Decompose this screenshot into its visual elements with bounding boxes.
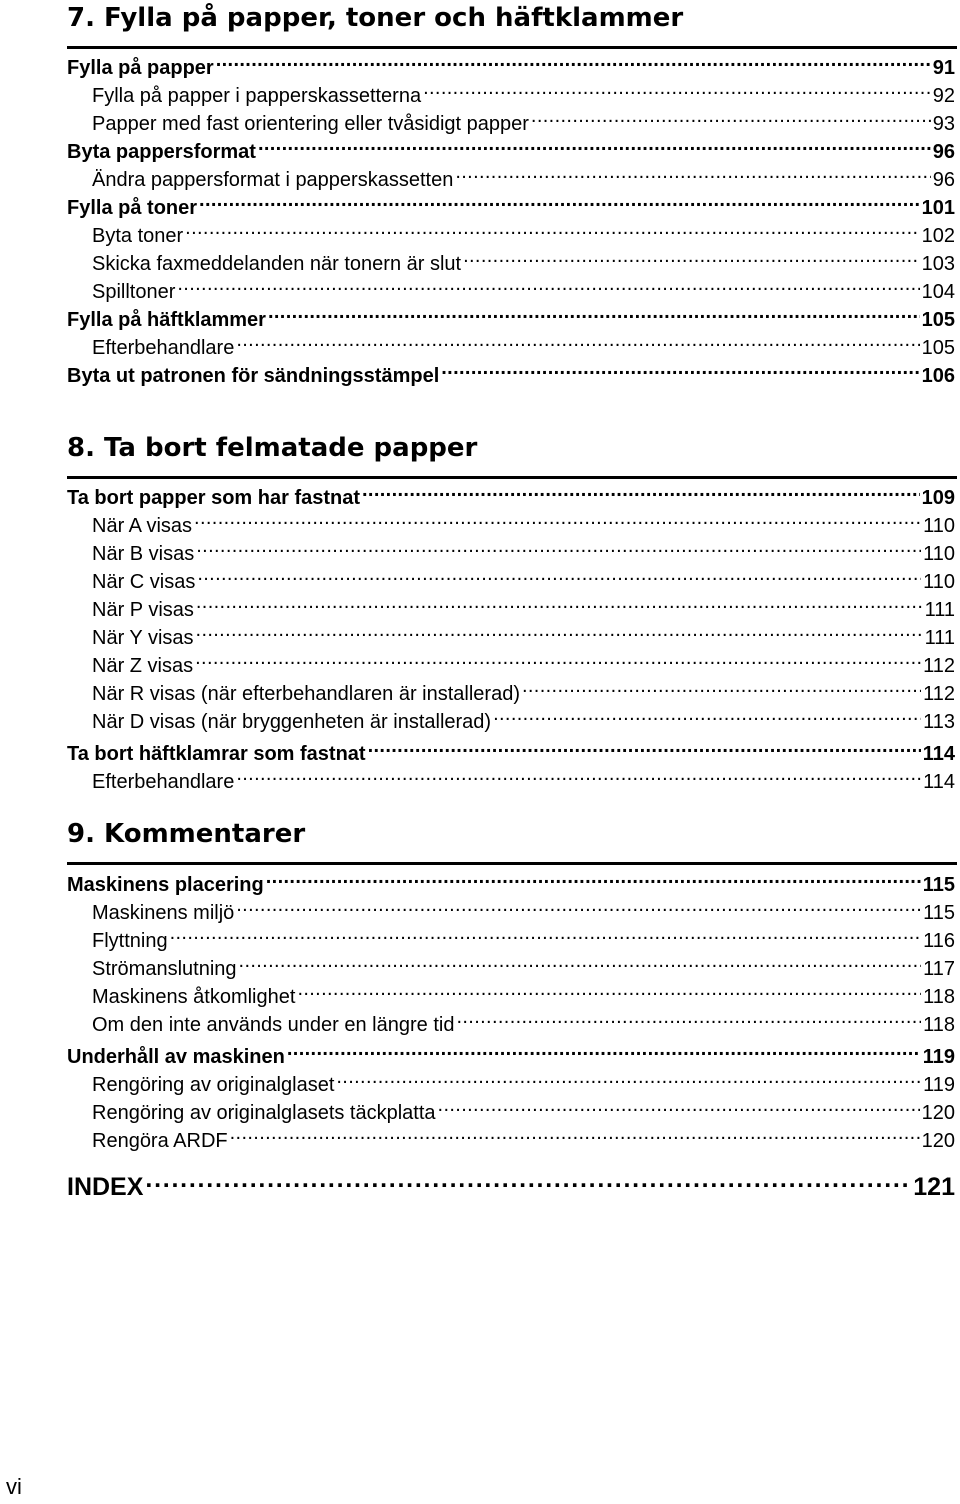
toc-entry-page: 110 (923, 543, 955, 565)
toc-entry-title: När A visas (92, 515, 193, 537)
toc-entry[interactable] (67, 54, 955, 82)
leader-dots (258, 138, 931, 158)
toc-entry-page: 117 (923, 958, 955, 980)
index-page: 121 (913, 1173, 955, 1201)
toc-entry-page: 109 (921, 487, 955, 509)
toc-entry-title: Maskinens åtkomlighet (92, 986, 296, 1008)
index-entry[interactable] (67, 1170, 955, 1203)
leader-dots (145, 1170, 907, 1195)
toc-entry-title: När B visas (92, 543, 195, 565)
index-title: INDEX (67, 1173, 144, 1201)
toc-entry-title: Byta ut patronen för sändningsstämpel (67, 365, 440, 387)
toc-entry-title: Ändra pappersformat i papperskassetten (92, 169, 454, 191)
toc-entry-page: 114 (923, 771, 955, 793)
leader-dots (236, 899, 921, 919)
leader-dots (177, 278, 919, 298)
chapter-7-entries (67, 54, 955, 390)
toc-entry-page: 92 (932, 85, 955, 107)
chapter-title: 8. Ta bort felmatade papper (67, 433, 478, 463)
toc-entry-title: Fylla på papper i papperskassetterna (92, 85, 422, 107)
toc-entry-page: 96 (932, 169, 955, 191)
toc-entry-title: Om den inte används under en längre tid (92, 1014, 455, 1036)
leader-dots (493, 708, 921, 728)
toc-entry[interactable] (67, 110, 955, 138)
chapter-title: 9. Kommentarer (67, 819, 306, 849)
toc-entry[interactable] (67, 568, 955, 596)
toc-entry-page: 101 (921, 197, 955, 219)
toc-entry[interactable] (67, 708, 955, 736)
leader-dots (463, 250, 920, 270)
toc-entry[interactable] (67, 194, 955, 222)
toc-entry-page: 113 (923, 711, 955, 733)
leader-dots (199, 194, 920, 214)
toc-entry[interactable] (67, 82, 955, 110)
toc-entry[interactable] (67, 596, 955, 624)
toc-entry-title: Maskinens miljö (92, 902, 235, 924)
toc-entry[interactable] (67, 1011, 955, 1039)
toc-entry-title: Fylla på toner (67, 197, 198, 219)
toc-entry-title: Efterbehandlare (92, 771, 235, 793)
leader-dots (196, 624, 923, 644)
chapter-9 (67, 820, 955, 865)
toc-entry-title: Byta pappersformat (67, 141, 256, 163)
leader-dots (336, 1071, 921, 1091)
toc-entry-title: Spilltoner (92, 281, 176, 303)
toc-entry[interactable] (67, 652, 955, 680)
leader-dots (455, 166, 930, 186)
toc-entry[interactable] (67, 138, 955, 166)
chapter-9-entries (67, 871, 955, 1155)
toc-entry[interactable] (67, 768, 955, 796)
leader-dots (236, 768, 921, 788)
chapter-8-entries (67, 484, 955, 796)
toc-entry[interactable] (67, 166, 955, 194)
leader-dots (196, 540, 921, 560)
leader-dots (266, 871, 921, 891)
toc-entry-title: När Z visas (92, 655, 194, 677)
toc-entry-page: 112 (923, 683, 955, 705)
leader-dots (170, 927, 922, 947)
toc-entry-page: 106 (921, 365, 955, 387)
toc-entry-title: Underhåll av maskinen (67, 1046, 285, 1068)
toc-entry[interactable] (67, 334, 955, 362)
toc-entry[interactable] (67, 955, 955, 983)
leader-dots (362, 484, 920, 504)
toc-entry-title: Rengöra ARDF (92, 1130, 228, 1152)
toc-entry-page: 119 (922, 1046, 955, 1068)
chapter-rule (67, 476, 957, 479)
toc-entry[interactable] (67, 680, 955, 708)
leader-dots (196, 596, 923, 616)
toc-entry-title: Fylla på papper (67, 57, 214, 79)
toc-entry-page: 111 (924, 599, 955, 621)
toc-entry-page: 119 (923, 1074, 955, 1096)
toc-entry[interactable] (67, 250, 955, 278)
toc-entry-page: 114 (922, 743, 955, 765)
toc-entry-page: 112 (923, 655, 955, 677)
leader-dots (268, 306, 920, 326)
toc-entry[interactable] (67, 222, 955, 250)
toc-entry[interactable] (67, 1071, 955, 1099)
toc-entry[interactable] (67, 1127, 955, 1155)
leader-dots (297, 983, 921, 1003)
chapter-8 (67, 434, 955, 479)
toc-entry[interactable] (67, 540, 955, 568)
chapter-rule (67, 862, 957, 865)
toc-entry-page: 116 (923, 930, 955, 952)
leader-dots (239, 955, 922, 975)
toc-entry-page: 118 (923, 1014, 955, 1036)
toc-entry[interactable] (67, 306, 955, 334)
leader-dots (441, 362, 919, 382)
chapter-rule (67, 46, 957, 49)
toc-entry-page: 93 (932, 113, 955, 135)
toc-entry-page: 115 (922, 874, 955, 896)
toc-entry[interactable] (67, 983, 955, 1011)
toc-entry[interactable] (67, 278, 955, 306)
toc-entry-page: 105 (921, 337, 955, 359)
toc-entry[interactable] (67, 871, 955, 899)
toc-entry-title: Rengöring av originalglaset (92, 1074, 335, 1096)
toc-entry[interactable] (67, 899, 955, 927)
toc-entry-title: Fylla på häftklammer (67, 309, 266, 331)
toc-entry-title: När Y visas (92, 627, 194, 649)
toc-entry-title: Papper med fast orientering eller tvåsidigt papper (92, 113, 529, 135)
page-number: vi (6, 1474, 22, 1499)
toc-entry[interactable] (67, 1099, 955, 1127)
toc-entry-page: 110 (923, 515, 955, 537)
leader-dots (522, 680, 921, 700)
toc-entry-page: 104 (921, 281, 955, 303)
leader-dots (230, 1127, 920, 1147)
toc-entry-page: 120 (921, 1102, 955, 1124)
leader-dots (236, 334, 919, 354)
leader-dots (287, 1043, 921, 1063)
leader-dots (197, 568, 921, 588)
toc-entry[interactable] (67, 624, 955, 652)
toc-entry-page: 103 (921, 253, 955, 275)
leader-dots (368, 740, 921, 760)
leader-dots (438, 1099, 920, 1119)
toc-entry-title: När R visas (när efterbehandlaren är installerad) (92, 683, 520, 705)
toc-entry-title: Ta bort häftklamrar som fastnat (67, 743, 366, 765)
toc-entry-title: När C visas (92, 571, 196, 593)
toc-entry-title: När D visas (när bryggenheten är installerad) (92, 711, 492, 733)
leader-dots (195, 652, 921, 672)
toc-entry[interactable] (67, 362, 955, 390)
chapter-title: 7. Fylla på papper, toner och häftklammer (67, 3, 684, 33)
leader-dots (423, 82, 931, 102)
toc-entry-title: Skicka faxmeddelanden när tonern är slut (92, 253, 462, 275)
toc-entry-page: 91 (932, 57, 955, 79)
toc-entry[interactable] (67, 512, 955, 540)
leader-dots (216, 54, 931, 74)
chapter-7 (67, 4, 955, 49)
toc-entry-title: Efterbehandlare (92, 337, 235, 359)
toc-entry-title: Strömanslutning (92, 958, 237, 980)
leader-dots (194, 512, 921, 532)
toc-entry-page: 102 (921, 225, 955, 247)
toc-entry-title: Byta toner (92, 225, 184, 247)
toc-entry[interactable] (67, 740, 955, 768)
toc-entry-page: 120 (921, 1130, 955, 1152)
toc-entry-title: När P visas (92, 599, 194, 621)
toc-entry-page: 105 (921, 309, 955, 331)
leader-dots (531, 110, 931, 130)
leader-dots (185, 222, 919, 242)
toc-entry-page: 96 (932, 141, 955, 163)
toc-entry-page: 118 (923, 986, 955, 1008)
toc-entry-title: Flyttning (92, 930, 168, 952)
toc-entry-page: 111 (924, 627, 955, 649)
toc-entry-title: Rengöring av originalglasets täckplatta (92, 1102, 436, 1124)
toc-entry[interactable] (67, 1043, 955, 1071)
toc-entry-page: 115 (923, 902, 955, 924)
toc-entry-title: Maskinens placering (67, 874, 264, 896)
toc-entry-title: Ta bort papper som har fastnat (67, 487, 361, 509)
toc-entry-page: 110 (923, 571, 955, 593)
toc-entry[interactable] (67, 927, 955, 955)
leader-dots (456, 1011, 921, 1031)
toc-entry[interactable] (67, 484, 955, 512)
